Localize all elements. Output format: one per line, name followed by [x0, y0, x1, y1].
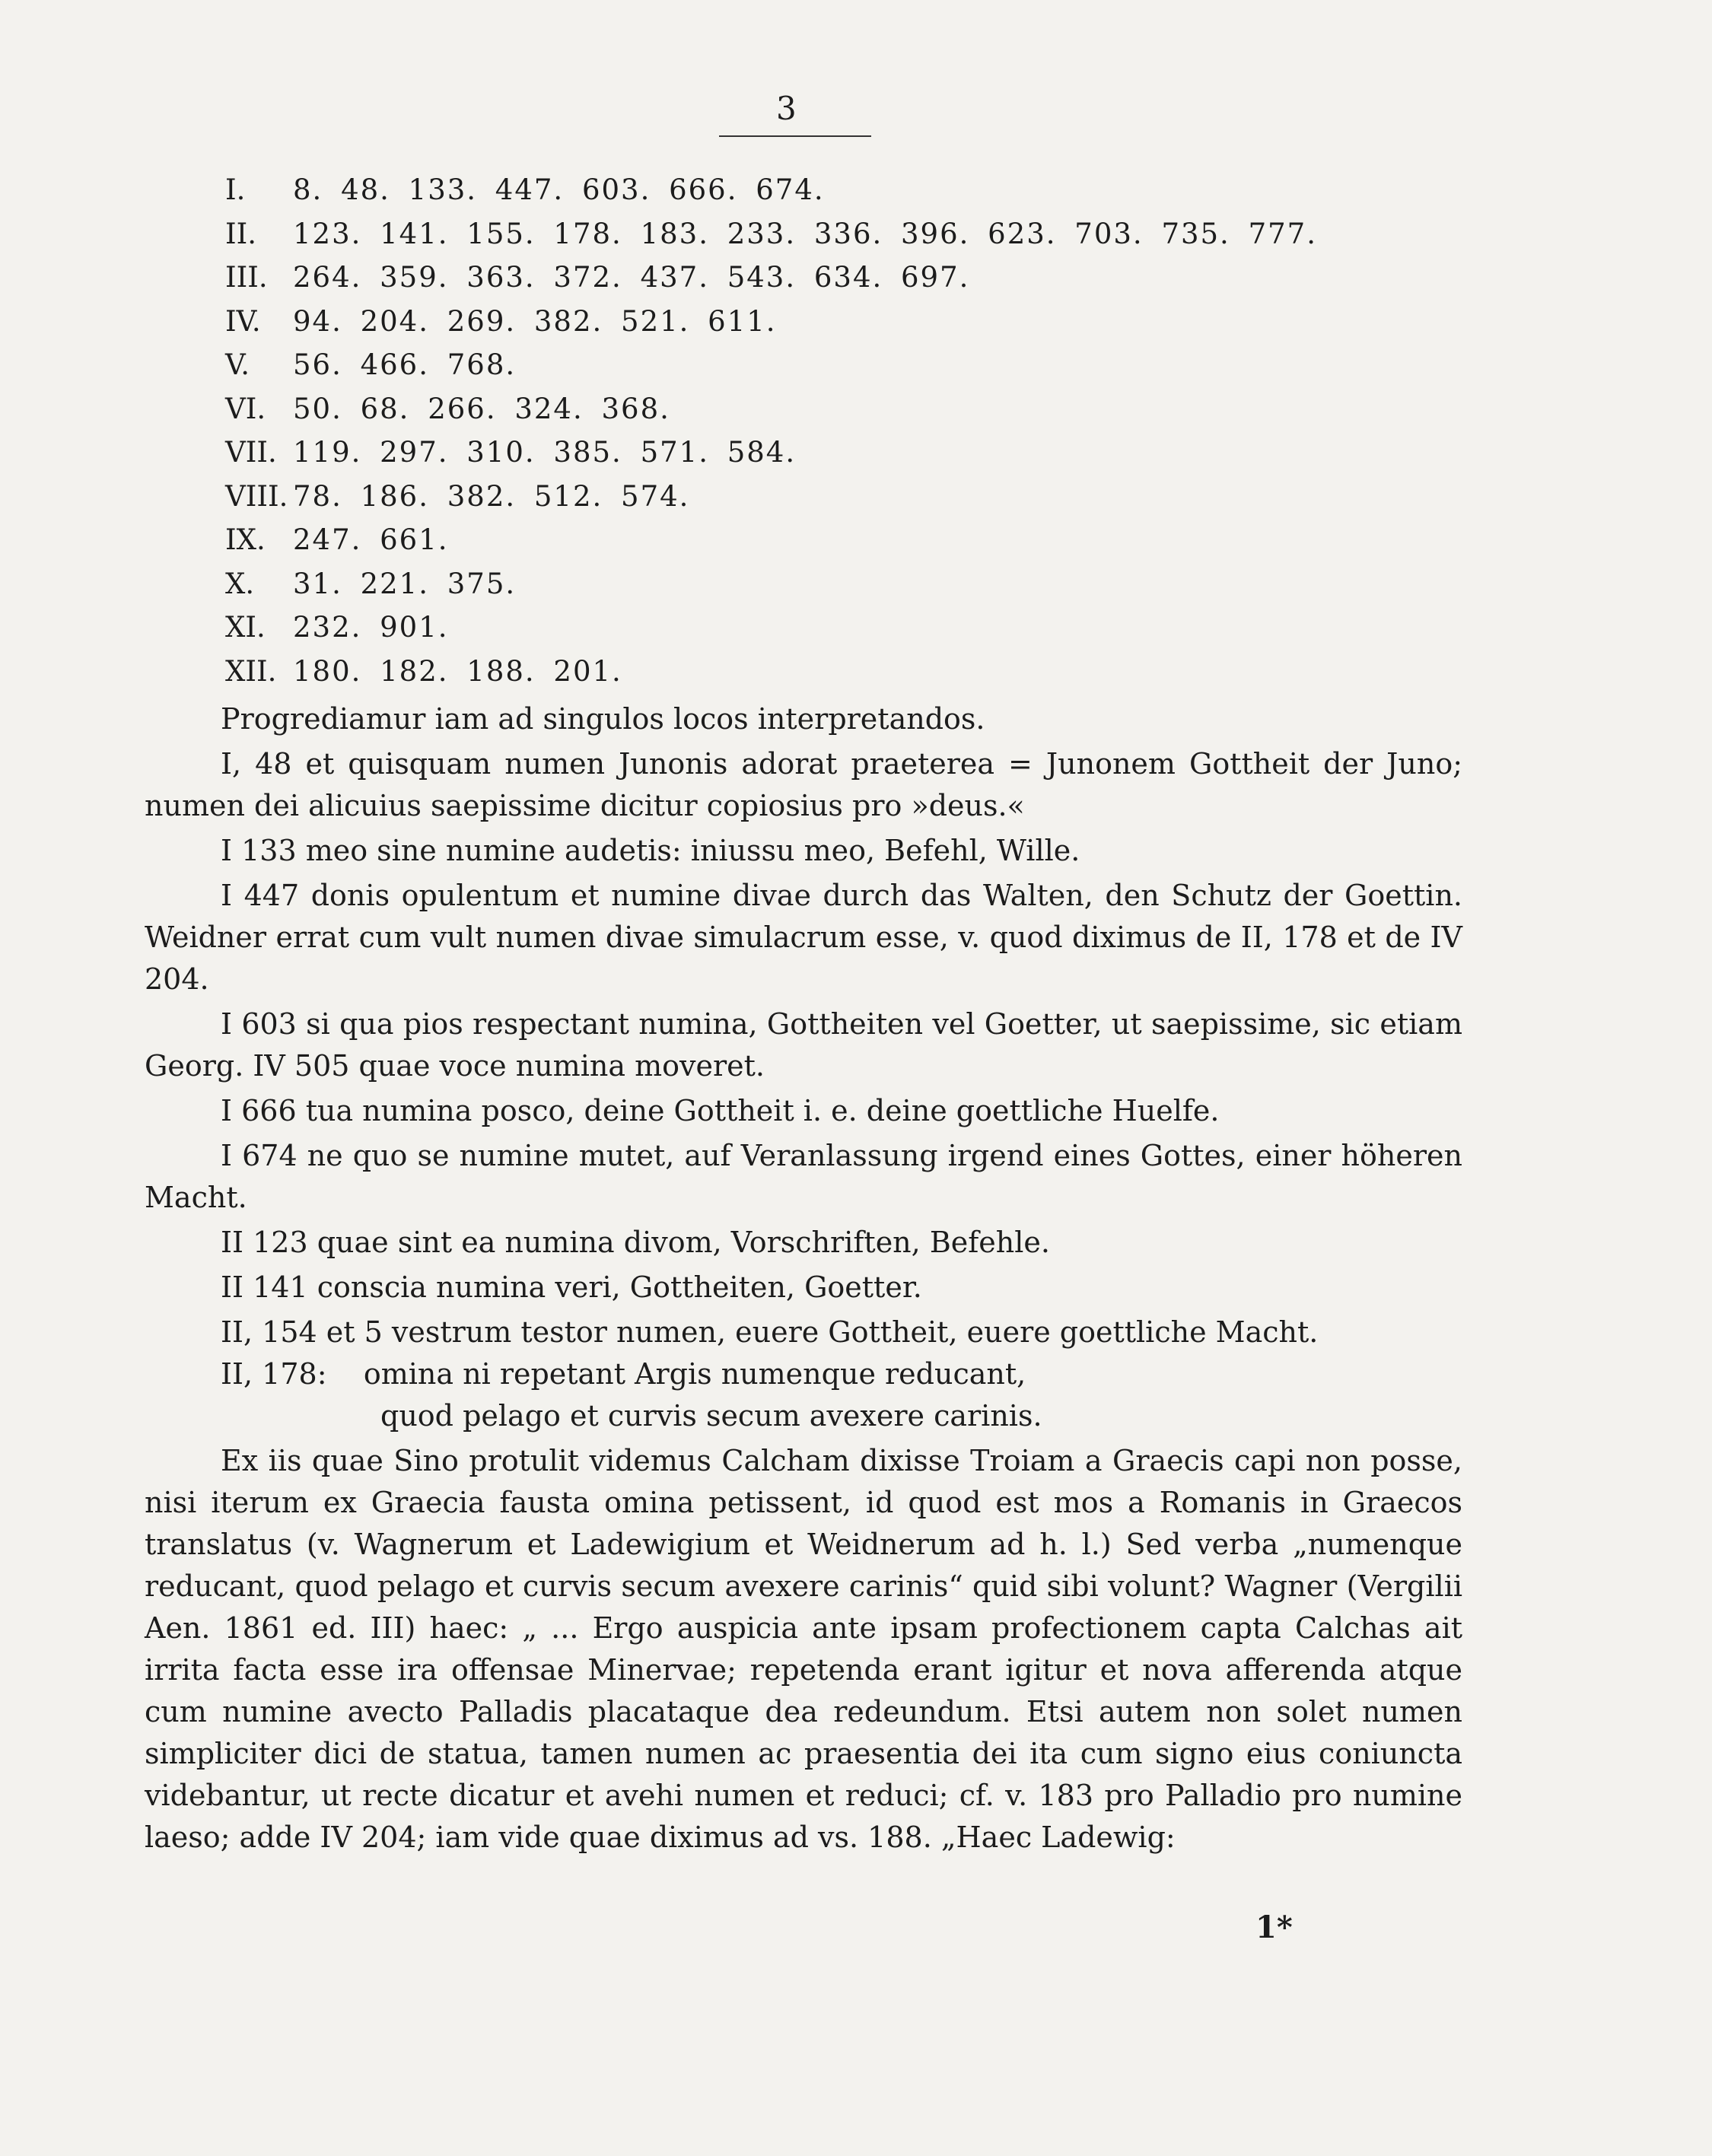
index-row-6	[0, 390, 1712, 434]
paragraph-i-48: I, 48 et quisquam numen Junonis adorat praeterea = Junonem Gottheit der Juno; numen dei alicuius saepissime dicitur copiosius pro »deus.«	[145, 747, 1462, 822]
verse-line-2-row	[145, 1395, 1462, 1437]
verse-numbers: 78. 186. 382. 512. 574.	[293, 479, 690, 513]
paragraph-i-603: I 603 si qua pios respectant numina, Gottheiten vel Goetter, ut saepissime, sic etiam Georg. IV 505 quae voce numina moveret.	[145, 1007, 1462, 1083]
book-number: VI.	[225, 392, 266, 425]
verse-numbers: 119. 297. 310. 385. 571. 584.	[293, 436, 797, 469]
verse-quote-ii-178	[145, 1353, 1462, 1395]
index-row-12	[0, 653, 1712, 697]
index-row-4	[0, 303, 1712, 347]
book-number: I.	[225, 173, 246, 206]
paragraph-commentary: Ex iis quae Sino protulit videmus Calcham dixisse Troiam a Graecis capi non posse, nisi iterum ex Graecia fausta omina petissent, id quod est mos a Romanis in Graecos translatus (v. Wagnerum et Ladewigium et Weidnerum ad h. l.) Sed verba „numenque reducant, quod pelago et curvis secum avexere carinis“ quid sibi volunt? Wagner (Vergilii Aen. 1861 ed. III) haec: „ ... Ergo auspicia ante ipsam profectionem capta Calchas ait irrita facta esse ira offensae Minervae; repetenda erant igitur et nova afferenda atque cum numine avecto Palladis placataque dea redeundum. Etsi autem non solet numen simpliciter dici de statua, tamen numen ac praesentia dei ita cum signo eius coniuncta videbantur, ut recte dicatur et avehi numen et reduci; cf. v. 183 pro Palladio pro numine laeso; adde IV 204; iam vide quae diximus ad vs. 188. „Haec Ladewig:	[145, 1444, 1462, 1854]
verse-numbers: 264. 359. 363. 372. 437. 543. 634. 697.	[293, 261, 970, 294]
verse-numbers: 8. 48. 133. 447. 603. 666. 674.	[293, 173, 825, 206]
page-number: 3	[776, 90, 797, 127]
index-row-11	[0, 609, 1712, 653]
book-number: II.	[225, 217, 256, 250]
book-number: XI.	[225, 611, 266, 644]
paragraph-i-666: I 666 tua numina posco, deine Gottheit i. e. deine goettliche Huelfe.	[221, 1094, 1220, 1127]
verse-line-1: omina ni repetant Argis numenque reducant,	[363, 1357, 1026, 1391]
book-number: VIII.	[225, 479, 288, 513]
paragraph-intro: Progrediamur iam ad singulos locos interpretandos.	[221, 702, 985, 736]
index-row-10	[0, 565, 1712, 609]
book-number: IV.	[225, 304, 261, 338]
index-row-5	[0, 346, 1712, 390]
verse-numbers: 50. 68. 266. 324. 368.	[293, 392, 670, 425]
verse-reference: II, 178:	[221, 1357, 327, 1391]
book-number: X.	[225, 567, 255, 600]
paragraph-i-674: I 674 ne quo se numine mutet, auf Veranlassung irgend eines Gottes, einer höheren Macht.	[145, 1139, 1462, 1214]
index-row-3	[0, 259, 1712, 303]
index-row-2	[0, 215, 1712, 259]
book-number: VII.	[225, 436, 277, 469]
verse-numbers: 123. 141. 155. 178. 183. 233. 336. 396. 623. 703. 735. 777.	[293, 217, 1317, 250]
verse-numbers: 94. 204. 269. 382. 521. 611.	[293, 304, 777, 338]
verse-numbers: 247. 661.	[293, 523, 449, 556]
verse-numbers: 31. 221. 375.	[293, 567, 517, 600]
header-rule	[719, 135, 871, 137]
verse-line-2: quod pelago et curvis secum avexere carinis.	[380, 1399, 1042, 1433]
book-number: XII.	[225, 654, 277, 688]
index-row-8	[0, 478, 1712, 522]
index-row-1	[0, 171, 1712, 215]
paragraph-i-447: I 447 donis opulentum et numine divae durch das Walten, den Schutz der Goettin. Weidner errat cum vult numen divae simulacrum esse, v. quod diximus de II, 178 et de IV 204.	[145, 879, 1462, 996]
book-index-list	[0, 171, 1712, 696]
paragraph-i-133: I 133 meo sine numine audetis: iniussu meo, Befehl, Wille.	[221, 834, 1080, 867]
signature-mark: 1*	[1255, 1910, 1293, 1945]
book-number: V.	[225, 348, 250, 381]
index-row-7	[0, 434, 1712, 478]
index-row-9	[0, 521, 1712, 565]
verse-numbers: 180. 182. 188. 201.	[293, 654, 622, 688]
paragraph-ii-154: II, 154 et 5 vestrum testor numen, euere Gottheit, euere goettliche Macht.	[221, 1315, 1319, 1349]
body-text	[145, 698, 1462, 1859]
paragraph-ii-123: II 123 quae sint ea numina divom, Vorschriften, Befehle.	[221, 1226, 1050, 1259]
verse-numbers: 56. 466. 768.	[293, 348, 517, 381]
paragraph-ii-141: II 141 conscia numina veri, Gottheiten, Goetter.	[221, 1270, 922, 1304]
book-number: III.	[225, 261, 268, 294]
book-number: IX.	[225, 523, 266, 556]
verse-numbers: 232. 901.	[293, 611, 449, 644]
